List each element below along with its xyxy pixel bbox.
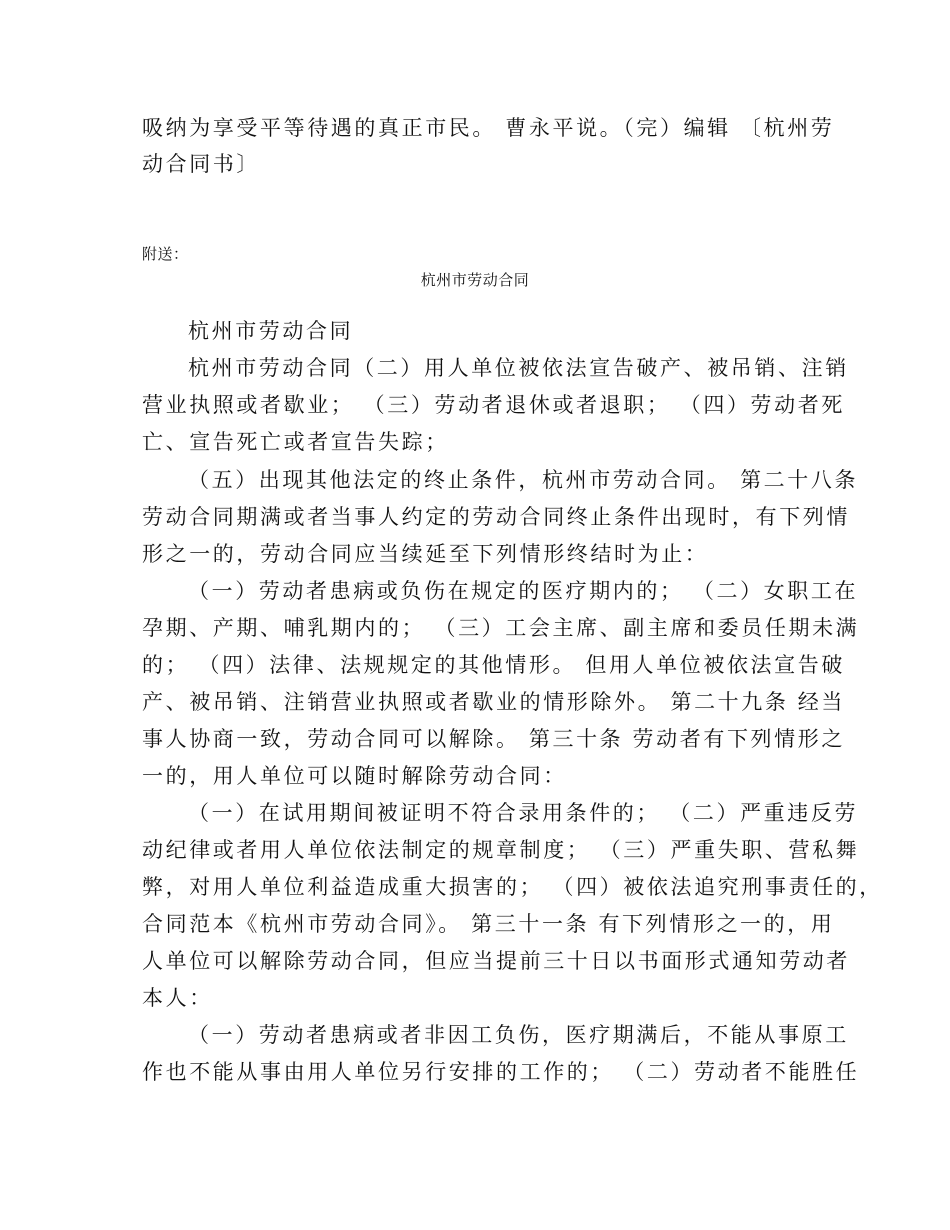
paragraph-line: 杭州市劳动合同 xyxy=(188,319,354,343)
appendix-label: 附送： xyxy=(142,245,189,263)
paragraph-line: 一的，用人单位可以随时解除劳动合同： xyxy=(142,764,567,788)
paragraph-line: 人单位可以解除劳动合同，但应当提前三十日以书面形式通知劳动者 xyxy=(142,949,850,973)
paragraph-line: 孕期、产期、哺乳期内的； （三）工会主席、副主席和委员任期未满 xyxy=(142,616,860,640)
paragraph-line: 营业执照或者歇业； （三）劳动者退休或者退职； （四）劳动者死 xyxy=(142,393,845,417)
paragraph-line: 合同范本《杭州市劳动合同》。 第三十一条 有下列情形之一的，用 xyxy=(142,912,835,936)
paragraph-line: 形之一的，劳动合同应当续延至下列情形终结时为止： xyxy=(142,542,709,566)
paragraph-line: 亡、宣告死亡或者宣告失踪； xyxy=(142,430,449,454)
paragraph-line: 杭州市劳动合同（二）用人单位被依法宣告破产、被吊销、注销 xyxy=(188,356,849,380)
paragraph-line: 弊，对用人单位利益造成重大损害的； （四）被依法追究刑事责任的， xyxy=(142,875,883,899)
paragraph-line: （一）劳动者患病或负伤在规定的医疗期内的； （二）女职工在 xyxy=(188,579,859,603)
paragraph-line: （一）劳动者患病或者非因工负伤，医疗期满后，不能从事原工 xyxy=(188,1023,849,1047)
paragraph-line: 产、被吊销、注销营业执照或者歇业的情形除外。 第二十九条 经当 xyxy=(142,690,845,714)
paragraph-line: 劳动合同期满或者当事人约定的劳动合同终止条件出现时，有下列情 xyxy=(142,505,850,529)
paragraph-line: 本人： xyxy=(142,986,213,1010)
intro-line-1: 吸纳为享受平等待遇的真正市民。 曹永平说。（完）编辑 〔杭州劳 xyxy=(142,116,835,140)
intro-line-2: 动合同书〕 xyxy=(142,152,260,176)
paragraph-line: 作也不能从事由用人单位另行安排的工作的； （二）劳动者不能胜任 xyxy=(142,1060,860,1084)
paragraph-line: 事人协商一致，劳动合同可以解除。 第三十条 劳动者有下列情形之 xyxy=(142,727,845,751)
document-title: 杭州市劳动合同 xyxy=(420,271,530,289)
paragraph-line: 动纪律或者用人单位依法制定的规章制度； （三）严重失职、营私舞 xyxy=(142,838,860,862)
paragraph-line: 的； （四）法律、法规规定的其他情形。 但用人单位被依法宣告破 xyxy=(142,653,845,677)
paragraph-line: （一）在试用期间被证明不符合录用条件的； （二）严重违反劳 xyxy=(188,801,859,825)
paragraph-line: （五）出现其他法定的终止条件，杭州市劳动合同。 第二十八条 xyxy=(188,468,859,492)
